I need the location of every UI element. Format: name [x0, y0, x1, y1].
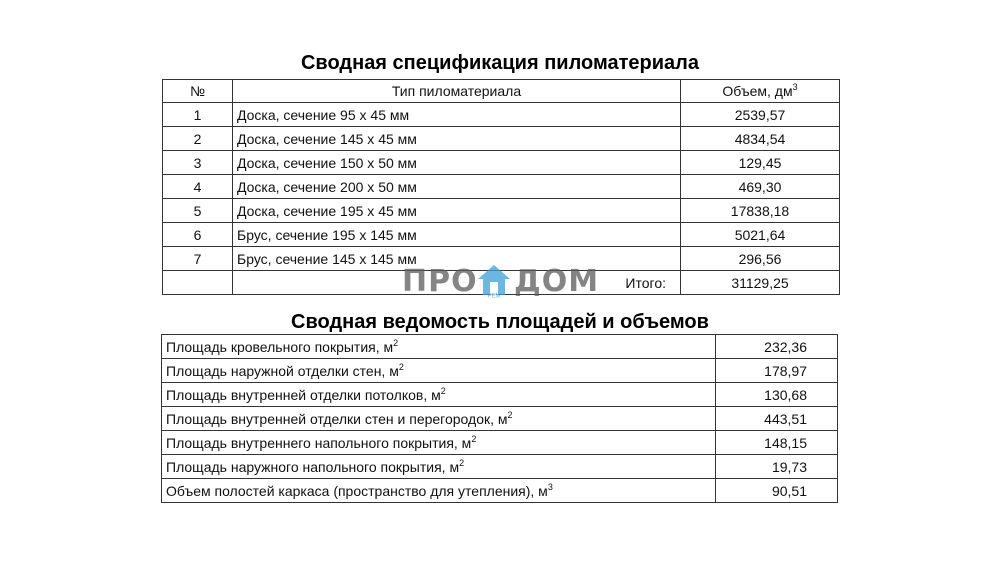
- areas-row: [162, 479, 838, 503]
- header-num: №: [163, 80, 233, 103]
- area-name: Площадь наружной отделки стен, $м^2$: [162, 359, 716, 383]
- row-number: 7: [163, 247, 233, 271]
- header-volume: Объем, $дм^3$: [681, 80, 840, 103]
- area-value: 232,36: [716, 335, 838, 359]
- total-label: Итого:: [233, 271, 681, 295]
- row-number: 5: [163, 199, 233, 223]
- spec-row: [163, 151, 840, 175]
- areas-row: [162, 335, 838, 359]
- lumber-type: Доска, сечение 200 х 50 мм: [233, 175, 681, 199]
- total-empty-cell: [163, 271, 233, 295]
- row-number: 2: [163, 127, 233, 151]
- lumber-type: Доска, сечение 145 х 45 мм: [233, 127, 681, 151]
- row-number: 1: [163, 103, 233, 127]
- area-value: 148,15: [716, 431, 838, 455]
- watermark-text-right: ДОМ: [514, 264, 600, 299]
- area-name: Площадь наружного напольного покрытия, $м^2$: [162, 455, 716, 479]
- spec-row: [163, 223, 840, 247]
- areas-title: Сводная ведомость площадей и объемов: [291, 311, 709, 333]
- header-type: Тип пиломатериала: [233, 80, 681, 103]
- house-icon: [476, 262, 512, 298]
- lumber-type: Брус, сечение 195 х 145 мм: [233, 223, 681, 247]
- spec-row: [163, 127, 840, 151]
- area-name: Площадь внутренней отделки стен и перегородок, $м^2$: [162, 407, 716, 431]
- areas-volumes-table: [161, 334, 838, 503]
- lumber-type: Доска, сечение 195 х 45 мм: [233, 199, 681, 223]
- row-number: 3: [163, 151, 233, 175]
- areas-row: [162, 359, 838, 383]
- area-value: 130,68: [716, 383, 838, 407]
- volume-value: 469,30: [681, 175, 840, 199]
- areas-row: [162, 383, 838, 407]
- volume-value: 17838,18: [681, 199, 840, 223]
- volume-value: 5021,64: [681, 223, 840, 247]
- total-value: 31129,25: [681, 271, 840, 295]
- watermark-text-left: ПРО: [402, 264, 478, 299]
- area-value: 19,73: [716, 455, 838, 479]
- area-name: Объем полостей каркаса (пространство для утепления), $м^3$: [162, 479, 716, 503]
- lumber-type: Доска, сечение 150 х 50 мм: [233, 151, 681, 175]
- areas-row: [162, 407, 838, 431]
- volume-value: 296,56: [681, 247, 840, 271]
- areas-row: [162, 431, 838, 455]
- area-value: 443,51: [716, 407, 838, 431]
- row-number: 4: [163, 175, 233, 199]
- spec-header-row: [163, 80, 840, 103]
- watermark-subtext: РЕМ: [487, 293, 501, 298]
- volume-value: 2539,57: [681, 103, 840, 127]
- area-value: 178,97: [716, 359, 838, 383]
- row-number: 6: [163, 223, 233, 247]
- spec-row: [163, 175, 840, 199]
- spec-row: [163, 199, 840, 223]
- area-name: Площадь внутреннего напольного покрытия, $м^2$: [162, 431, 716, 455]
- area-name: Площадь внутренней отделки потолков, $м^2$: [162, 383, 716, 407]
- area-value: 90,51: [716, 479, 838, 503]
- volume-value: 129,45: [681, 151, 840, 175]
- volume-value: 4834,54: [681, 127, 840, 151]
- lumber-type: Брус, сечение 145 х 145 мм: [233, 247, 681, 271]
- prodom-watermark-logo: [402, 262, 612, 302]
- area-name: Площадь кровельного покрытия, $м^2$: [162, 335, 716, 359]
- areas-row: [162, 455, 838, 479]
- spec-title: Сводная спецификация пиломатериала: [300, 52, 700, 74]
- lumber-type: Доска, сечение 95 х 45 мм: [233, 103, 681, 127]
- spec-row: [163, 103, 840, 127]
